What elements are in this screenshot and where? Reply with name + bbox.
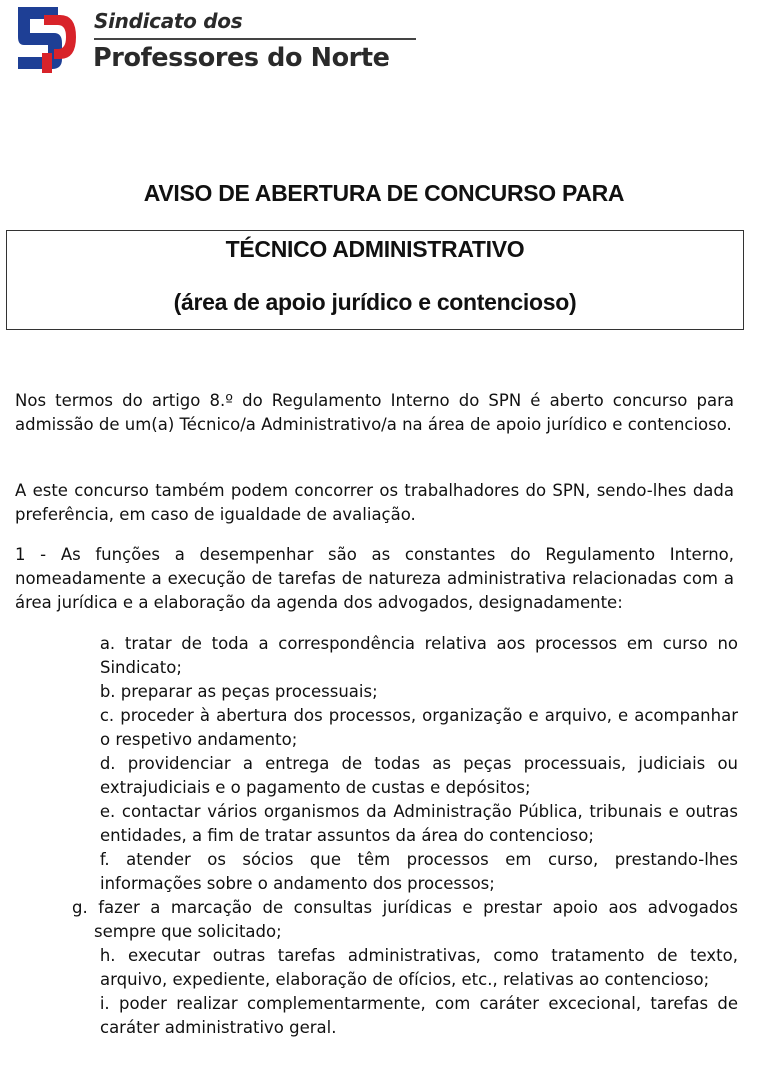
list-marker: g. xyxy=(72,898,88,917)
list-item xyxy=(72,944,738,992)
list-marker: e. xyxy=(99,802,116,821)
logo-line-2: Professores do Norte xyxy=(93,43,390,73)
list-marker: h. xyxy=(99,946,116,965)
list-item-text: proceder à abertura dos processos, organização e arquivo, e acompanhar o respetivo andamento; xyxy=(100,706,738,749)
list-item xyxy=(72,992,738,1040)
paragraph-intro: Nos termos do artigo 8.º do Regulamento Interno do SPN é aberto concurso para admissão de um(a) Técnico/a Administrativo/a na área de apoio jurídico e contencioso. xyxy=(15,391,734,434)
list-marker: b. xyxy=(99,682,116,701)
list-item-text: tratar de toda a correspondência relativa aos processos em curso no Sindicato; xyxy=(100,634,738,677)
list-item-text: contactar vários organismos da Administração Pública, tribunais e outras entidades, a fim de tratar assuntos da área do contencioso; xyxy=(100,802,738,845)
document-subtitle: TÉCNICO ADMINISTRATIVO xyxy=(225,236,525,262)
list-item-text: fazer a marcação de consultas jurídicas e prestar apoio aos advogados sempre que solicitado; xyxy=(94,898,739,941)
list-marker: i. xyxy=(99,994,110,1013)
list-item xyxy=(72,752,738,800)
list-item xyxy=(72,704,738,752)
list-item-text: providenciar a entrega de todas as peças processuais, judiciais ou extrajudiciais e o pagamento de custas e depósitos; xyxy=(100,754,738,797)
list-item-text: preparar as peças processuais; xyxy=(120,682,378,701)
list-item-text: executar outras tarefas administrativas, como tratamento de texto, arquivo, expediente, elaboração de ofícios, etc., relativas ao contencioso; xyxy=(100,946,738,989)
title-box xyxy=(6,230,744,330)
list-item-text: atender os sócios que têm processos em curso, prestando-lhes informações sobre o andamento dos processos; xyxy=(100,850,738,893)
document-area: (área de apoio jurídico e contencioso) xyxy=(173,289,577,315)
list-item xyxy=(72,632,738,680)
list-marker: c. xyxy=(99,706,115,725)
spn-logo xyxy=(14,3,414,79)
spn-logo-mark-icon xyxy=(14,3,78,75)
list-item xyxy=(72,800,738,848)
paragraph-functions: 1 - As funções a desempenhar são as constantes do Regulamento Interno, nomeadamente a execução de tarefas de natureza administrativa relacionadas com a área jurídica e a elaboração da agenda dos advogados, designadamente: xyxy=(15,545,734,612)
list-item xyxy=(72,680,738,704)
list-marker: a. xyxy=(99,634,116,653)
list-marker: d. xyxy=(99,754,116,773)
list-item xyxy=(72,848,738,896)
paragraph-eligibility: A este concurso também podem concorrer os trabalhadores do SPN, sendo-lhes dada preferência, em caso de igualdade de avaliação. xyxy=(15,481,734,524)
list-item xyxy=(72,896,738,944)
duties-list xyxy=(72,632,738,1040)
list-marker: f. xyxy=(99,850,110,869)
document-title: AVISO DE ABERTURA DE CONCURSO PARA xyxy=(143,180,625,206)
logo-line-1: Sindicato dos xyxy=(94,9,243,33)
logo-divider xyxy=(94,38,416,40)
list-item-text: poder realizar complementarmente, com caráter excecional, tarefas de caráter administrativo geral. xyxy=(100,994,738,1037)
